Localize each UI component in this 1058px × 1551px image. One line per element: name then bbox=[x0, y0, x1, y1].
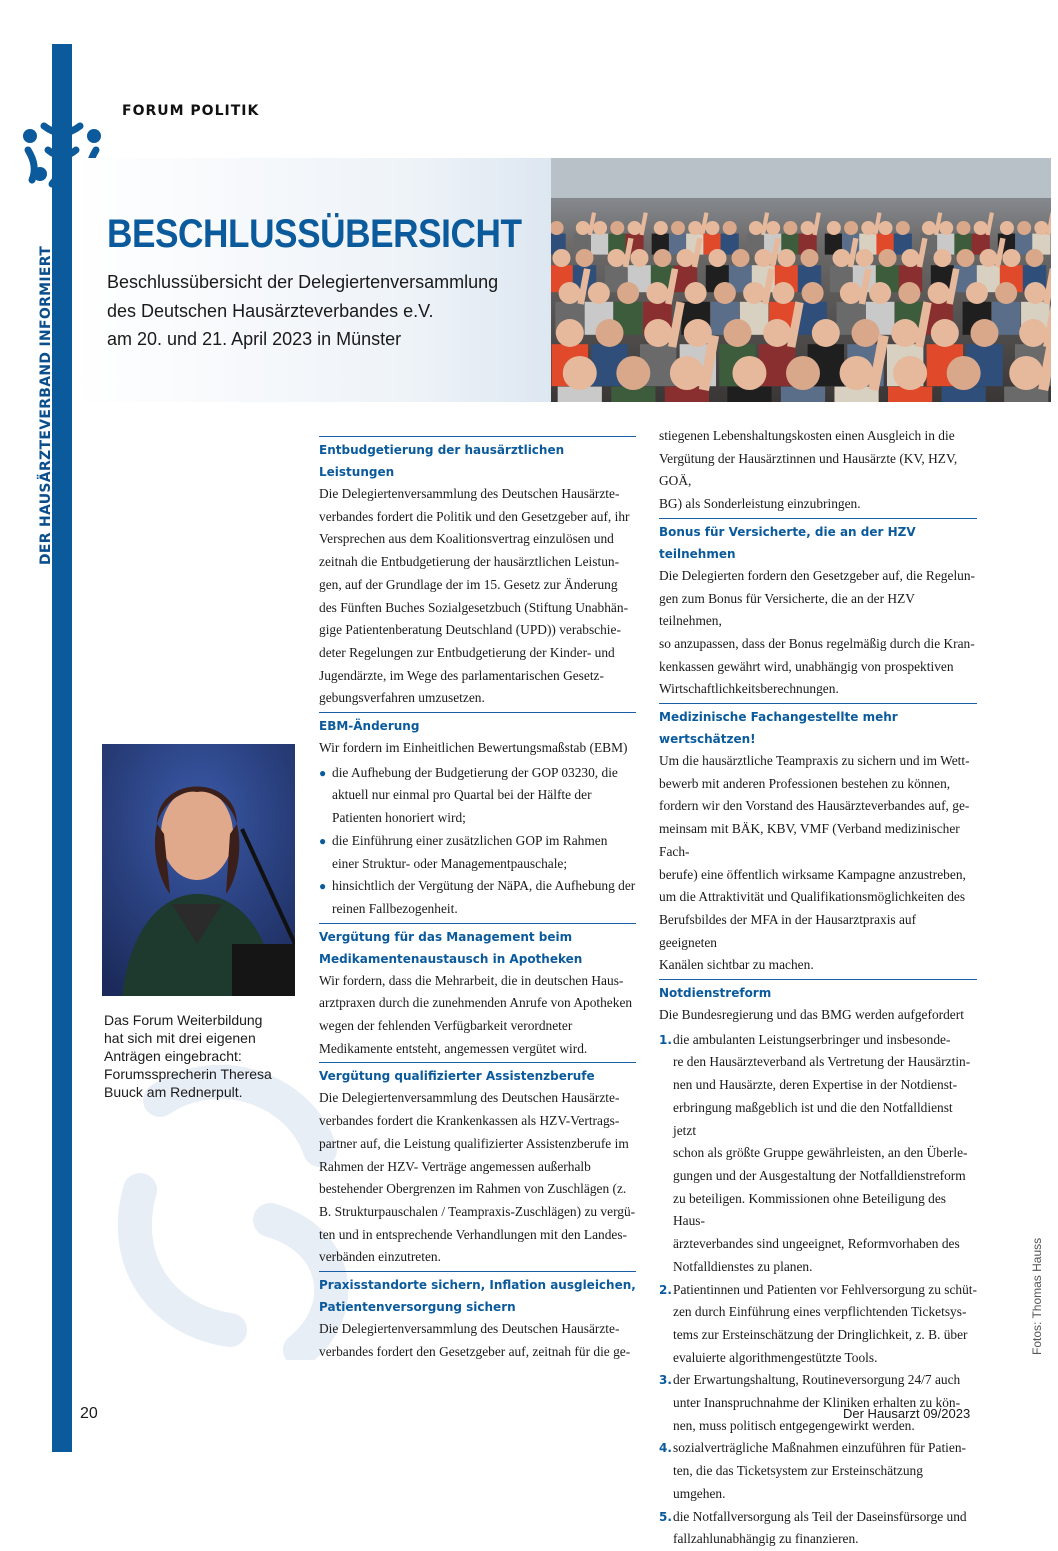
caption-line: Buuck am Rednerpult. bbox=[104, 1084, 243, 1100]
speaker-photo bbox=[102, 744, 295, 996]
text-line: zeitnah die Entbudgetierung der hausärztlichen Leistun- bbox=[319, 554, 620, 570]
paragraph bbox=[319, 1318, 636, 1363]
text-line: Wirtschaftlichkeitsberechnungen. bbox=[659, 681, 839, 697]
text-line: verbandes fordert die Krankenkassen als HZV-Vertrags- bbox=[319, 1113, 620, 1129]
text-line: Versprechen aus dem Koalitionsvertrag einzulösen und bbox=[319, 531, 614, 547]
heading-line: Entbudgetierung der hausärztlichen Leistungen bbox=[319, 443, 565, 479]
caption-line: Forumssprecherin Theresa bbox=[104, 1066, 272, 1082]
text-line: zen durch Einführung eines verpflichtenden Ticketsys- bbox=[673, 1304, 967, 1320]
text-line: Berufsbildes der MFA in der Hausarztpraxis auf geeigneten bbox=[659, 911, 917, 950]
text-line: verbandes fordert den Gesetzgeber auf, zeitnah für die ge- bbox=[319, 1343, 631, 1359]
bullet-dot-icon: ● bbox=[319, 765, 327, 780]
bullet-item bbox=[319, 830, 636, 875]
heading-line: Notdienstreform bbox=[659, 986, 772, 1001]
item-number: 3. bbox=[659, 1373, 672, 1388]
heading-line: Vergütung qualifizierter Assistenzberufe bbox=[319, 1069, 595, 1084]
text-line: gen zum Bonus für Versicherte, die an der HZV teilnehmen, bbox=[659, 590, 915, 629]
text-line: re den Hausärzteverband als Vertretung der Hausärztin- bbox=[673, 1054, 971, 1070]
text-line: bestehender Obergrenzen im Rahmen von Zuschlägen (z. bbox=[319, 1181, 627, 1197]
text-line: B. Strukturpauschalen / Teampraxis-Zuschlägen) zu vergü- bbox=[319, 1203, 636, 1219]
sidebar-label: DER HAUSÄRZTEVERBAND INFORMIERT bbox=[38, 245, 54, 565]
text-line: aktuell nur einmal pro Quartal bei der Hälfte der bbox=[332, 787, 592, 803]
text-line: nen und Hausärzte, deren Expertise in der Notdienst- bbox=[673, 1077, 958, 1093]
text-line: gige Patientenberatung Deutschland (UPD)) verabschie- bbox=[319, 622, 621, 638]
text-line: Medikamente entsteht, angemessen vergütet wird. bbox=[319, 1040, 588, 1056]
section-heading bbox=[659, 703, 977, 750]
text-line: kenkassen gewährt wird, unabhängig von prospektiven bbox=[659, 658, 954, 674]
heading-line: Bonus für Versicherte, die an der HZV teilnehmen bbox=[659, 524, 916, 561]
numbered-item bbox=[659, 1506, 977, 1551]
text-line: zu beteiligen. Kommissionen ohne Beteiligung des Haus- bbox=[673, 1190, 946, 1229]
text-line: Rahmen der HZV- Verträge angemessen außerhalb bbox=[319, 1158, 591, 1174]
photo-caption bbox=[104, 1011, 294, 1101]
text-line: Kanälen sichtbar zu machen. bbox=[659, 957, 814, 973]
subtitle-line: des Deutschen Hausärzteverbandes e.V. bbox=[107, 300, 434, 321]
numbered-item bbox=[659, 1437, 977, 1505]
subtitle-line: Beschlussübersicht der Delegiertenversammlung bbox=[107, 272, 499, 292]
text-line: Die Delegiertenversammlung des Deutschen Hausärzte- bbox=[319, 486, 620, 501]
assembly-photo bbox=[551, 158, 1051, 402]
text-line: tems zur Ersteinschätzung der Dringlichkeit, z. B. über bbox=[673, 1326, 968, 1342]
section-heading bbox=[319, 923, 636, 970]
caption-line: Anträgen eingebracht: bbox=[104, 1048, 242, 1064]
section-heading bbox=[659, 518, 977, 565]
text-line: Um die hausärztliche Teampraxis zu sichern und im Wett- bbox=[659, 753, 970, 769]
text-line: sozialverträgliche Maßnahmen einzuführen für Patien- bbox=[673, 1440, 966, 1456]
caption-line: Das Forum Weiterbildung bbox=[104, 1012, 263, 1028]
heading-line: Medizinische Fachangestellte mehr wertschätzen! bbox=[659, 710, 898, 747]
text-line: gungen und der Ausgestaltung der Notfalldienstreform bbox=[673, 1167, 966, 1183]
text-line: Die Delegierten fordern den Gesetzgeber auf, die Regelun- bbox=[659, 567, 976, 583]
item-number: 4. bbox=[659, 1441, 672, 1456]
text-line: des Fünften Buches Sozialgesetzbuch (Stiftung Unabhän- bbox=[319, 599, 629, 615]
heading-line: Vergütung für das Management beim bbox=[319, 929, 573, 944]
text-line: ärzteverbandes sind ungeeignet, Reformvorhaben des bbox=[673, 1236, 960, 1252]
paragraph bbox=[319, 970, 636, 1061]
paragraph bbox=[659, 565, 977, 701]
text-line: nen, muss politisch entgegengewirkt werden. bbox=[673, 1417, 915, 1433]
subtitle bbox=[107, 268, 498, 354]
text-line: Wir fordern im Einheitlichen Bewertungsmaßstab (EBM) bbox=[319, 740, 628, 756]
text-line: evaluierte algorithmengestützte Tools. bbox=[673, 1349, 878, 1365]
text-line: Vergütung der Hausärztinnen und Hausärzte (KV, HZV, GOÄ, bbox=[659, 450, 958, 489]
paragraph bbox=[319, 1087, 636, 1269]
page-number: 20 bbox=[80, 1405, 98, 1422]
text-line: stiegenen Lebenshaltungskosten einen Ausgleich in die bbox=[659, 428, 955, 443]
magazine-issue: Der Hausarzt 09/2023 bbox=[843, 1406, 971, 1421]
item-number: 2. bbox=[659, 1282, 672, 1297]
text-line: Patientinnen und Patienten vor Fehlversorgung zu schüt- bbox=[673, 1281, 977, 1297]
heading-line: Patientenversorgung sichern bbox=[319, 1300, 516, 1315]
section-heading bbox=[319, 1271, 636, 1318]
item-number: 5. bbox=[659, 1509, 672, 1524]
text-line: Jugendärzte, im Wege des parlamentarischen Gesetz- bbox=[319, 667, 604, 683]
text-line: BG) als Sonderleistung einzubringen. bbox=[659, 496, 861, 512]
text-line: Patienten honoriert wird; bbox=[332, 810, 466, 826]
bullet-dot-icon: ● bbox=[319, 879, 327, 894]
section-heading bbox=[319, 1062, 636, 1087]
paragraph bbox=[319, 483, 636, 710]
bullet-item bbox=[319, 875, 636, 920]
text-line: Die Delegiertenversammlung des Deutschen Hausärzte- bbox=[319, 1321, 620, 1337]
caption-line: hat sich mit drei eigenen bbox=[104, 1030, 256, 1046]
text-line: partner auf, die Leistung qualifizierter Assistenzberufe im bbox=[319, 1135, 629, 1151]
numbered-item bbox=[659, 1029, 977, 1279]
paragraph bbox=[659, 750, 977, 977]
paragraph bbox=[659, 1004, 977, 1027]
text-line: so anzupassen, dass der Bonus regelmäßig durch die Kran- bbox=[659, 635, 975, 651]
text-column-right bbox=[659, 425, 977, 1551]
section-heading bbox=[659, 979, 977, 1004]
subtitle-line: am 20. und 21. April 2023 in Münster bbox=[107, 329, 402, 349]
text-column-left bbox=[319, 434, 636, 1366]
text-line: hinsichtlich der Vergütung der NäPA, die Aufhebung der bbox=[332, 878, 636, 894]
heading-line: EBM-Änderung bbox=[319, 719, 420, 734]
text-line: einer Struktur- oder Managementpauschale; bbox=[332, 855, 568, 871]
text-line: gen, auf der Grundlage der im 15. Gesetz zur Änderung bbox=[319, 576, 618, 592]
text-line: berufe) eine öffentlich wirksame Kampagne anzustreben, bbox=[659, 866, 966, 882]
text-line: verbänden einzutreten. bbox=[319, 1249, 441, 1265]
page-title: BESCHLUSSÜBERSICHT bbox=[107, 212, 522, 256]
text-line: meinsam mit BÄK, KBV, VMF (Verband medizinischer Fach- bbox=[659, 821, 960, 859]
text-line: ten und in entsprechende Verhandlungen mit den Landes- bbox=[319, 1226, 628, 1242]
text-line: Notfalldienstes zu planen. bbox=[673, 1258, 813, 1274]
bullet-dot-icon: ● bbox=[319, 833, 327, 848]
paragraph bbox=[319, 737, 636, 760]
text-line: die Einführung einer zusätzlichen GOP im Rahmen bbox=[332, 832, 608, 848]
text-line: deter Regelungen zur Entbudgetierung der Kinder- und bbox=[319, 644, 615, 660]
text-line: ten, die das Ticketsystem zur Ersteinschätzung umgehen. bbox=[673, 1463, 923, 1501]
text-line: fallzahlunabhängig zu finanzieren. bbox=[673, 1531, 859, 1547]
numbered-item bbox=[659, 1279, 977, 1370]
text-line: reinen Fallbezogenheit. bbox=[332, 900, 458, 916]
text-line: verbandes fordert die Politik und den Gesetzgeber auf, ihr bbox=[319, 508, 630, 524]
text-line: gebungsverfahren umzusetzen. bbox=[319, 690, 485, 706]
text-line: schon als größte Gruppe gewährleisten, an den Überle- bbox=[673, 1145, 968, 1161]
photo-credit: Fotos: Thomas Hauss bbox=[1030, 1237, 1044, 1355]
heading-line: Praxisstandorte sichern, Inflation ausgleichen, bbox=[319, 1278, 636, 1293]
sidebar-bar bbox=[52, 44, 72, 1452]
text-line: unter Inanspruchnahme der Kliniken erhalten zu kön- bbox=[673, 1395, 961, 1411]
text-line: die Aufhebung der Budgetierung der GOP 03230, die bbox=[332, 764, 618, 780]
text-line: die ambulanten Leistungserbringer und insbesonde- bbox=[673, 1031, 951, 1047]
text-line: Die Bundesregierung und das BMG werden aufgefordert bbox=[659, 1007, 964, 1023]
text-line: die Notfallversorgung als Teil der Daseinsfürsorge und bbox=[673, 1508, 967, 1524]
text-line: arztpraxen durch die zunehmenden Anrufe von Apotheken bbox=[319, 995, 633, 1011]
paragraph bbox=[659, 425, 977, 516]
section-heading bbox=[319, 712, 636, 737]
section-heading bbox=[319, 436, 636, 483]
text-line: wegen der fehlenden Verfügbarkeit verordneter bbox=[319, 1018, 573, 1034]
text-line: fordern wir den Vorstand des Hausärzteverbandes auf, ge- bbox=[659, 798, 970, 814]
text-line: Die Delegiertenversammlung des Deutschen Hausärzte- bbox=[319, 1090, 620, 1106]
text-line: Wir fordern, dass die Mehrarbeit, die in deutschen Haus- bbox=[319, 972, 624, 988]
text-line: um die Attraktivität und Qualifikationsmöglichkeiten des bbox=[659, 889, 966, 905]
section-label: FORUM POLITIK bbox=[122, 103, 260, 119]
heading-line: Medikamentenaustausch in Apotheken bbox=[319, 951, 583, 966]
text-line: der Erwartungshaltung, Routineversorgung 24/7 auch bbox=[673, 1372, 961, 1388]
numbered-item bbox=[659, 1369, 977, 1437]
text-line: bewerb mit anderen Professionen bestehen zu können, bbox=[659, 775, 951, 791]
text-line: erbringung maßgeblich ist und die den Notfalldienst jetzt bbox=[673, 1099, 953, 1138]
item-number: 1. bbox=[659, 1032, 672, 1047]
bullet-item bbox=[319, 762, 636, 830]
